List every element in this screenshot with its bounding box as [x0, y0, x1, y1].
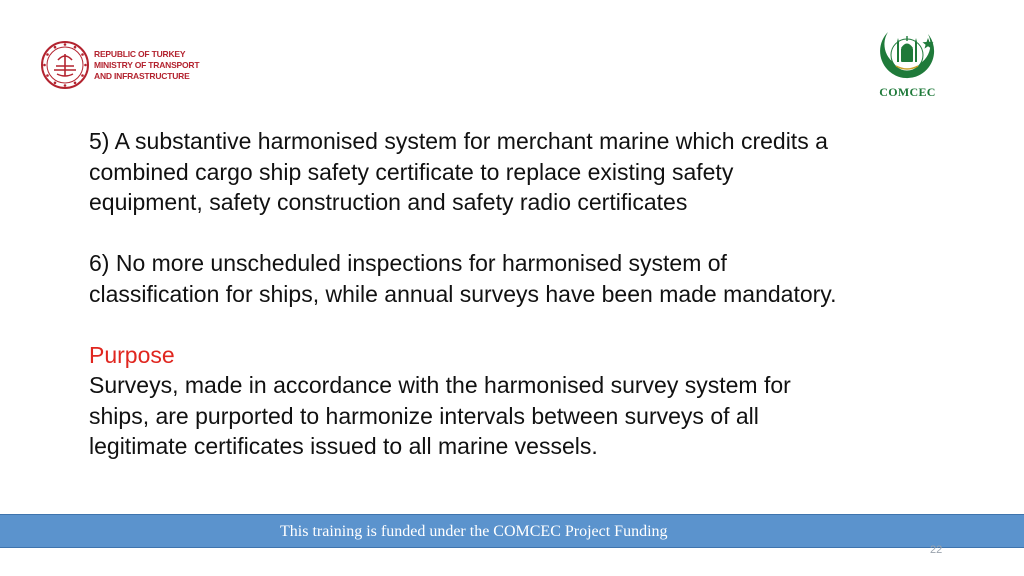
item-6-text: 6) No more unscheduled inspections for harmonised system of classification for ships, while annual surveys have been made mandatory. [89, 250, 837, 307]
ministry-name-line3: AND INFRASTRUCTURE [94, 70, 190, 81]
page-number: 22 [930, 544, 943, 556]
item-5-text: 5) A substantive harmonised system for merchant marine which credits a combined cargo ship safety certificate to replace existing safety equipment, safety construction and safety radio certificates [89, 128, 828, 215]
slide-body [89, 126, 949, 462]
comcec-logo [870, 26, 945, 106]
footer-funding-text: This training is funded under the COMCEC Project Funding [280, 523, 668, 540]
ministry-logo [40, 40, 199, 90]
ministry-name [94, 49, 199, 82]
ministry-name-line2: MINISTRY OF TRANSPORT [94, 59, 200, 70]
purpose-text: Surveys, made in accordance with the harmonised survey system for ships, are purported to harmonize intervals between surveys of all legitimate certificates issued to all marine vessels. [89, 372, 791, 459]
footer-bar [0, 514, 1024, 548]
ministry-seal-icon [40, 40, 90, 90]
comcec-emblem-icon [870, 26, 945, 84]
spacer [89, 309, 949, 340]
spacer [89, 218, 949, 249]
purpose-heading: Purpose [89, 341, 175, 368]
comcec-wordmark: COMCEC [879, 85, 936, 99]
ministry-name-line1: REPUBLIC OF TURKEY [94, 48, 186, 59]
